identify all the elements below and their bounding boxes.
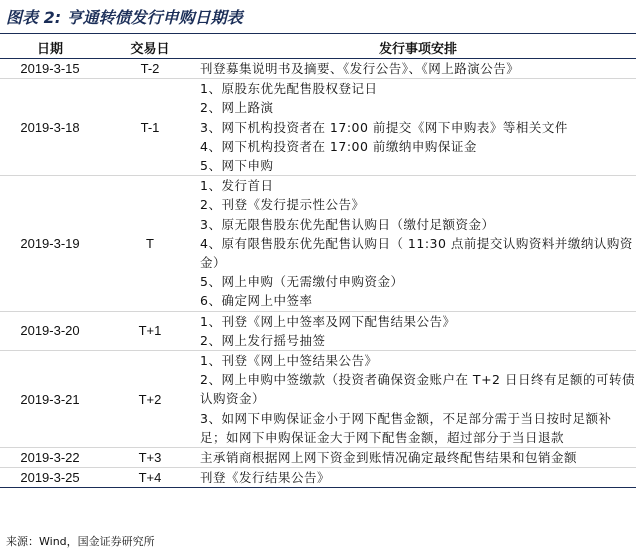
arrangement-item: 1、刊登《网上中签率及网下配售结果公告》: [200, 313, 456, 329]
row-date: 2019-3-25: [0, 468, 100, 488]
row-arrangement: [200, 176, 636, 311]
row-date: 2019-3-18: [0, 79, 100, 176]
row-trading-day: T-1: [100, 79, 200, 176]
row-trading-day: T+3: [100, 448, 200, 468]
figure-title: 图表 2: 亨通转债发行申购日期表: [6, 8, 243, 27]
arrangement-item: 5、网上申购（无需缴付申购资金）: [200, 274, 404, 290]
row-arrangement: [200, 311, 636, 350]
row-trading-day: T: [100, 176, 200, 311]
table-row: [0, 468, 636, 488]
arrangement-item: 3、原无限售股东优先配售认购日（缴付足额资金）: [200, 216, 495, 232]
table-row: [0, 176, 636, 311]
arrangement-item: 5、网下申购: [200, 158, 274, 174]
arrangement-item: 2、网上路演: [200, 100, 274, 116]
arrangement-item: 2、网上申购中签缴款（投资者确保资金账户在 T+2 日日终有足额的可转债认购资金）: [200, 372, 635, 407]
arrangement-item: 3、如网下申购保证金小于网下配售金额，不足部分需于当日按时足额补足；如网下申购保证金大于网下配售金额，超过部分于当日退款: [200, 410, 612, 445]
row-arrangement: [200, 468, 636, 488]
arrangement-item: 1、原股东优先配售股权登记日: [200, 81, 378, 97]
arrangement-item: 1、刊登《网上中签结果公告》: [200, 353, 378, 369]
row-arrangement: [200, 448, 636, 468]
header-trading-day: 交易日: [100, 36, 200, 59]
row-date: 2019-3-22: [0, 448, 100, 468]
row-date: 2019-3-20: [0, 311, 100, 350]
schedule-table: [0, 36, 636, 488]
arrangement-item: 3、网下机构投资者在 17:00 前提交《网下申购表》等相关文件: [200, 119, 568, 135]
table-row: [0, 448, 636, 468]
table-row: [0, 351, 636, 448]
table-row: [0, 59, 636, 79]
arrangement-item: 1、发行首日: [200, 178, 274, 194]
row-date: 2019-3-21: [0, 351, 100, 448]
arrangement-item: 2、网上发行摇号抽签: [200, 332, 326, 348]
arrangement-item: 刊登募集说明书及摘要、《发行公告》、《网上路演公告》: [200, 61, 520, 76]
header-arrangement: 发行事项安排: [200, 36, 636, 59]
header-date: 日期: [0, 36, 100, 59]
table-row: [0, 311, 636, 350]
row-date: 2019-3-19: [0, 176, 100, 311]
title-divider: [0, 33, 636, 34]
table-row: [0, 79, 636, 176]
arrangement-item: 6、确定网上中签率: [200, 293, 313, 309]
row-date: 2019-3-15: [0, 59, 100, 79]
arrangement-item: 4、原有限售股东优先配售认购日（ 11:30 点前提交认购资料并缴纳认购资金）: [200, 235, 633, 271]
row-trading-day: T+4: [100, 468, 200, 488]
arrangement-item: 4、网下机构投资者在 17:00 前缴纳申购保证金: [200, 138, 477, 154]
arrangement-item: 主承销商根据网上网下资金到账情况确定最终配售结果和包销金额: [200, 450, 578, 466]
row-trading-day: T+2: [100, 351, 200, 448]
row-trading-day: T+1: [100, 311, 200, 350]
arrangement-item: 2、刊登《发行提示性公告》: [200, 197, 365, 213]
row-arrangement: [200, 351, 636, 448]
source-note: 来源：Wind，国金证券研究所: [6, 535, 155, 548]
row-trading-day: T-2: [100, 59, 200, 79]
row-arrangement: [200, 59, 636, 79]
arrangement-item: 刊登《发行结果公告》: [200, 470, 331, 486]
header-row: [0, 36, 636, 59]
row-arrangement: [200, 79, 636, 176]
schedule-rows: [0, 59, 636, 488]
